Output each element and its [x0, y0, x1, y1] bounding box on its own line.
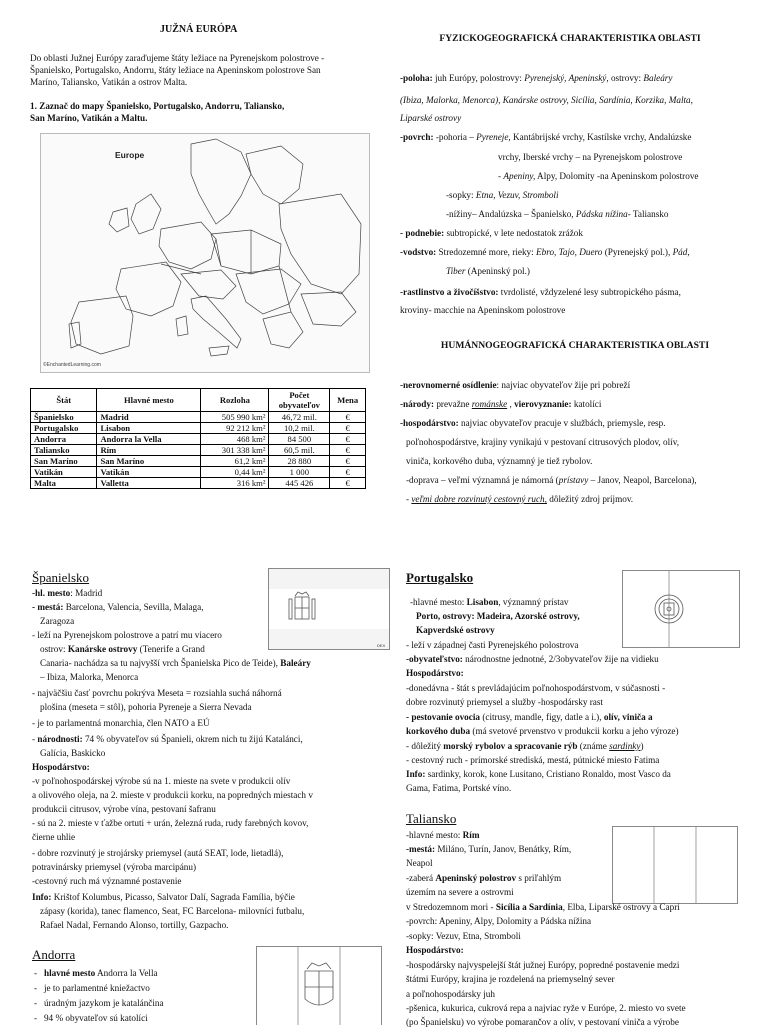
table-row [31, 412, 366, 423]
europe-outline-map [41, 134, 369, 372]
map-label: Europe [115, 150, 145, 160]
table-cell: € [330, 456, 366, 467]
hosp-line-1: -hospodárstvo: najviac obyvateľov pracuje v službách, priemysle, resp. [400, 418, 666, 428]
hosp-line-2: poľnohospodárstve, krajiny vynikajú v pestovaní citrusových plodov, olív, [406, 437, 680, 447]
spain-line: a olivového oleja, na 2. mieste v produkcii korku, na popredných miestach v [32, 790, 313, 800]
italy-line: (po Španielsku) vo výrobe pomarančov a olív, v pestovaní viniča a výrobe [406, 1017, 679, 1027]
italy-line: Hospodárstvo: [406, 945, 464, 955]
spain-line: – Ibiza, Malorka, Menorca [40, 672, 139, 682]
portugal-flag [622, 570, 740, 648]
andorra-coat-of-arms-icon [257, 947, 381, 1025]
poloha-line-2: (Ibiza, Malorka, Menorca), Kanárske ostrovy, Sicília, Sardínia, Korzika, Malta, [400, 95, 693, 105]
spain-line: zápasy (korida), tanec flamenco, Seat, FC Barcelona- milovníci futbalu, [40, 906, 305, 916]
table-header: Mena [330, 389, 366, 412]
table-cell: € [330, 478, 366, 489]
andorra-line: - 94 % obyvateľov sú katolíci [34, 1013, 148, 1023]
narody-line: -národy: prevažne románske , vierovyznanie: katolíci [400, 399, 602, 409]
poloha-line-1: -poloha: juh Európy, polostrovy: Pyrenejský, Apeninský, ostrovy: Baleáry [400, 73, 673, 83]
table-cell: Lisabon [97, 423, 201, 434]
table-cell: € [330, 423, 366, 434]
table-header: Hlavné mesto [97, 389, 201, 412]
spain-line: - mestá: Barcelona, Valencia, Sevilla, Malaga, [32, 602, 204, 612]
spain-line: - sú na 2. mieste v ťažbe ortuti + urán, železná ruda, rudy farebných kovov, [32, 818, 309, 828]
portugal-coat-of-arms-icon [623, 571, 739, 647]
italy-line: -pšenica, kukurica, cukrová repa a najviac ryže v Európe, 2. miesto vo svete [406, 1003, 686, 1013]
phys-title: FYZICKOGEOGRAFICKÁ CHARAKTERISTIKA OBLASTI [439, 33, 701, 44]
table-cell: San Maríno [31, 456, 97, 467]
italy-line: štátmi Európy, krajina je rozdelená na priemyselný sever [406, 974, 615, 984]
states-table [30, 388, 366, 489]
table-cell: San Maríno [97, 456, 201, 467]
italy-line: -hospodársky najvyspelejší štát južnej Európy, popredné postavenie medzi [406, 960, 680, 970]
table-cell: 316 km² [201, 478, 269, 489]
table-cell: Andorra [31, 434, 97, 445]
vodstvo-line-1: -vodstvo: Stredozemné more, rieky: Ebro, Tajo, Duero (Pyrenejský pol.), Pád, [400, 247, 690, 257]
spain-line: -cestovný ruch má významné postavenie [32, 876, 182, 886]
task-line-2: San Maríno, Vatikán a Maltu. [30, 113, 148, 123]
italy-line: -povrch: Apeniny, Alpy, Dolomity a Pádska nížina [406, 916, 592, 926]
table-cell: € [330, 412, 366, 423]
spain-line: - dobre rozvinutý je strojársky priemysel (autá SEAT, lode, lietadlá), [32, 848, 284, 858]
table-row [31, 478, 366, 489]
table-cell: 10,2 mil. [269, 423, 330, 434]
table-row [31, 434, 366, 445]
table-cell: € [330, 434, 366, 445]
rast-line-1: -rastlinstvo a živočíšstvo: tvrdolisté, vždyzelené lesy subtropického pásma, [400, 287, 681, 297]
spain-line: Zaragoza [40, 616, 75, 626]
italy-line: územím na severe a ostrovmi [406, 887, 514, 897]
hosp-line-5: - veľmi dobre rozvinutý cestovný ruch, dôležitý zdroj príjmov. [406, 494, 634, 504]
table-cell: Portugalsko [31, 423, 97, 434]
italy-line: Neapol [406, 858, 433, 868]
table-header: Počet obyvateľov [269, 389, 330, 412]
portugal-line: - dôležitý morský rybolov a spracovanie rýb (známe sardinky) [406, 741, 644, 751]
italy-line: -zaberá Apeninský polostrov s priľahlým [406, 873, 562, 883]
portugal-line: -donedávna - štát s prevládajúcim poľnohospodárstvom, v súčasnosti - [406, 683, 666, 693]
italy-line: a poľnohospodársky juh [406, 989, 495, 999]
spain-line: Hospodárstvo: [32, 762, 90, 772]
spain-line: čierne uhlie [32, 832, 76, 842]
portugal-line: dobre rozvinutý priemysel a služby -hospodársky rast [406, 697, 603, 707]
table-row [31, 445, 366, 456]
table-cell: € [330, 445, 366, 456]
spain-line: Canaria- nachádza sa tu najvyšší vrch Španielska Pico de Teide), Baleáry [40, 658, 311, 668]
table-cell: 92 212 km² [201, 423, 269, 434]
table-cell: 301 338 km² [201, 445, 269, 456]
portugal-line: -hlavné mesto: Lisabon, významný prístav [410, 597, 569, 607]
page-title: JUŽNÁ EURÓPA [160, 24, 238, 35]
spain-line: - národnosti: 74 % obyvateľov sú Španieli, okrem nich tu žijú Katalánci, [32, 734, 303, 744]
andorra-title: Andorra [32, 947, 76, 962]
spain-coat-of-arms-icon [269, 569, 389, 649]
table-cell: Vatikán [31, 467, 97, 478]
table-cell: Valletta [97, 478, 201, 489]
spain-line: Rafael Nadal, Fernando Alonso, tortilly, Gazpacho. [40, 920, 229, 930]
table-cell: 505 990 km² [201, 412, 269, 423]
rast-line-2: kroviny- macchie na Apeninskom polostrove [400, 305, 566, 315]
svg-text:DEX: DEX [377, 643, 386, 648]
hosp-line-3: viniča, korkového duba, významný je tiež rybolov. [406, 456, 593, 466]
table-cell: € [330, 467, 366, 478]
italy-line: v Stredozemnom mori - Sicília a Sardínia, Elba, Liparské ostrovy a Capri [406, 902, 680, 912]
povrch-line-2: vrchy, Iberské vrchy – na Pyrenejskom polostrove [498, 152, 683, 162]
table-row [31, 467, 366, 478]
intro-line-3: Maríno, Taliansko, Vatikán a ostrov Malta. [30, 77, 188, 87]
task-line-1: 1. Zaznač do mapy Španielsko, Portugalsko, Andorru, Taliansko, [30, 101, 285, 111]
andorra-line: - úradným jazykom je katalánčina [34, 998, 164, 1008]
portugal-line: Info: sardinky, korok, kone Lusitano, Cristiano Ronaldo, most Vasco da [406, 769, 671, 779]
portugal-line: Porto, ostrovy: Madeira, Azorské ostrovy, [416, 611, 580, 621]
table-cell: Rím [97, 445, 201, 456]
table-cell: 84 500 [269, 434, 330, 445]
table-cell: 445 426 [269, 478, 330, 489]
table-header: Rozloha [201, 389, 269, 412]
spain-line: - leží na Pyrenejskom polostrove a patrí mu viacero [32, 630, 222, 640]
spain-line: potravinársky priemysel (výroba marcipánu) [32, 862, 197, 872]
table-row [31, 456, 366, 467]
portugal-line: - leží v západnej časti Pyrenejského polostrova [406, 640, 579, 650]
hum-title: HUMÁNNOGEOGRAFICKÁ CHARAKTERISTIKA OBLASTI [440, 340, 710, 351]
spain-line: -hl. mesto: Madrid [32, 588, 103, 598]
portugal-title: Portugalsko [406, 570, 474, 585]
spain-line: ostrov: Kanárske ostrovy (Tenerife a Grand [40, 644, 205, 654]
portugal-line: - cestovný ruch - prímorské strediská, mestá, pútnické miesto Fatima [406, 755, 660, 765]
europe-map [40, 133, 370, 373]
spain-line: plošina (meseta = stôl), pohoria Pyreneje a Sierra Nevada [40, 702, 252, 712]
italy-flag [612, 826, 738, 904]
italy-line: -hlavné mesto: Rím [406, 830, 480, 840]
italy-line: -mestá: Miláno, Turín, Janov, Benátky, Rím, [406, 844, 572, 854]
italy-title: Taliansko [406, 811, 457, 826]
portugal-line: korkového duba (má svetové prvenstvo v produkcii korku a jeho výroze) [406, 726, 679, 736]
intro-line-2: Španielsko, Portugalsko, Andorru, štáty ležiace na Apeninskom polostrove San [30, 65, 321, 75]
table-cell: Malta [31, 478, 97, 489]
table-cell: 60,5 mil. [269, 445, 330, 456]
table-cell: Madrid [97, 412, 201, 423]
andorra-flag [256, 946, 382, 1025]
hosp-line-4: -doprava – veľmi významná je námorná (prístavy – Janov, Neapol, Barcelona), [406, 475, 697, 485]
portugal-line: Kapverdské ostrovy [416, 625, 495, 635]
spain-line: - je to parlamentná monarchia, člen NATO a EÚ [32, 718, 210, 728]
spain-line: produkcii citrusov, výrobe vína, pestovaní šafranu [32, 804, 216, 814]
portugal-line: Hospodárstvo: [406, 668, 464, 678]
table-header: Štát [31, 389, 97, 412]
table-cell: Andorra la Vella [97, 434, 201, 445]
table-row [31, 423, 366, 434]
portugal-line: Gama, Fatima, Portské víno. [406, 783, 512, 793]
table-cell: Taliansko [31, 445, 97, 456]
spain-line: -v poľnohospodárskej výrobe sú na 1. mieste na svete v produkcii olív [32, 776, 291, 786]
spain-title: Španielsko [32, 570, 90, 585]
andorra-line: - je to parlamentné kniežactvo [34, 983, 150, 993]
table-header-row [31, 389, 366, 412]
podnebie-line: - podnebie: subtropické, v lete nedostatok zrážok [400, 228, 583, 238]
vodstvo-line-2: Tiber (Apeninský pol.) [446, 266, 530, 276]
spain-line: Info: Krištof Kolumbus, Picasso, Salvator Dalí, Sagrada Família, býčie [32, 892, 295, 902]
table-cell: 468 km² [201, 434, 269, 445]
table-cell: 28 880 [269, 456, 330, 467]
spain-line: - najväčšiu časť povrchu pokrýva Meseta = rozsiahla suchá náhorná [32, 688, 282, 698]
table-cell: 1 000 [269, 467, 330, 478]
intro-line-1: Do oblasti Južnej Európy zaraďujeme štáty ležiace na Pyrenejskom polostrove - [30, 53, 325, 63]
povrch-line-4: -sopky: Etna, Vezuv, Stromboli [446, 190, 559, 200]
portugal-line: - pestovanie ovocia (citrusy, mandle, figy, datle a i.), olív, viniča a [406, 712, 653, 722]
spain-line: Galícia, Baskicko [40, 748, 106, 758]
povrch-line-5: -nížiny– Andalúzska – Španielsko, Pádska nížina- Taliansko [446, 209, 669, 219]
italy-flag-stripes-icon [613, 827, 737, 903]
povrch-line-3: - Apeniny, Alpy, Dolomity -na Apeninskom polostrove [498, 171, 699, 181]
spain-flag [268, 568, 390, 650]
table-cell: 61,2 km² [201, 456, 269, 467]
nerov-line: -nerovnomerné osídlenie: najviac obyvateľov žije pri pobreží [400, 380, 631, 390]
table-cell: 46,72 mil. [269, 412, 330, 423]
table-cell: 0,44 km² [201, 467, 269, 478]
portugal-line: -obyvateľstvo: národnostne jednotné, 2/3obyvateľov žije na vidieku [406, 654, 659, 664]
povrch-line-1: -povrch: -pohoria – Pyreneje, Kantábrijské vrchy, Kastílske vrchy, Andalúzske [400, 132, 692, 142]
italy-line: -sopky: Vezuv, Etna, Stromboli [406, 931, 521, 941]
table-cell: Španielsko [31, 412, 97, 423]
table-cell: Vatikán [97, 467, 201, 478]
poloha-line-3: Liparské ostrovy [400, 113, 462, 123]
andorra-line: - hlavné mesto Andorra la Vella [34, 968, 158, 978]
map-credit: ©EnchantedLearning.com [43, 362, 101, 368]
